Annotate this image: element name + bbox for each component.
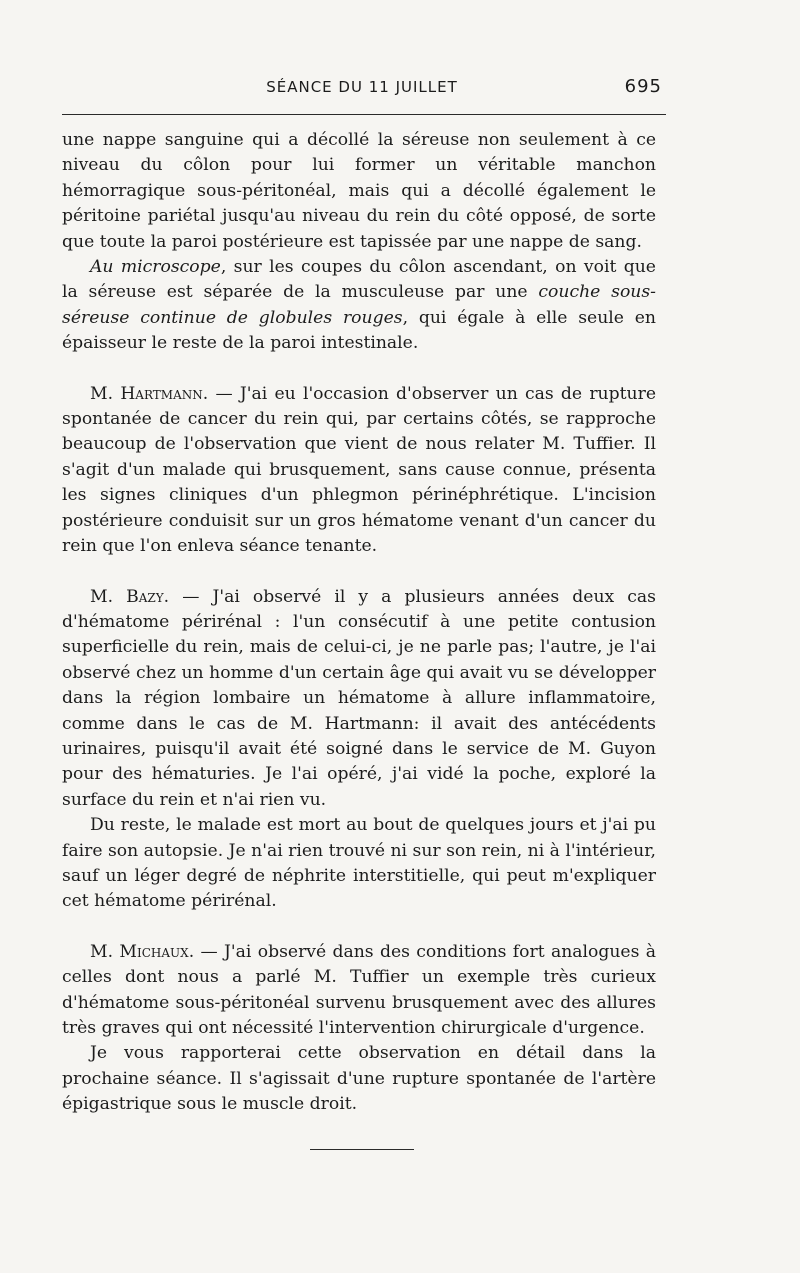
- paragraph-5: Du reste, le malade est mort au bout de quelques jours et j'ai pu faire son autopsie. Je n'ai rien trouvé ni sur son rein, ni à l'intérieur, sauf un léger degré de néphrite interstitielle, qui peut m'expliquer cet hématome périrénal.: [62, 815, 657, 912]
- paragraph-7: Je vous rapporterai cette observation en détail dans la prochaine séance. Il s'agissait d'une rupture spontanée de l'artère épigastrique sous le muscle droit.: [62, 1043, 656, 1115]
- speaker-name: Michaux.: [119, 941, 195, 962]
- page-header: [62, 74, 662, 102]
- paragraph-1: une nappe sanguine qui a décollé la séreuse non seulement à ce niveau du côlon pour lui former un véritable manchon hémorragique sous-péritonéal, mais qui a décollé également le péritoine pariétal jusqu'au niveau du rein du côté opposé, de sorte que toute la paroi postérieure est tapissée par une nappe de sang.: [62, 130, 656, 252]
- paragraph-text: , qui égale à elle seule en épaisseur le reste de la paroi intestinale.: [62, 307, 656, 354]
- paragraph-michaux: [62, 940, 656, 1042]
- speaker-name: Hartmann.: [120, 383, 209, 404]
- speaker-name: Bazy.: [126, 586, 170, 607]
- speaker-prefix: M.: [90, 941, 120, 962]
- running-title: SÉANCE DU 11 JUILLET: [266, 78, 458, 96]
- paragraph-text: — J'ai observé il y a plusieurs années deux cas d'hématome périrénal : l'un consécutif à une petite contusion superficielle du rein, mais de celui-ci, je ne parle pas; l'autre, je l'ai observé chez un homme d'un certain âge qui avait vu se développer dans la région lombaire un hématome à allure inflammatoire, comme dans le cas de M. Hartmann: il avait des antécédents urinaires, puisqu'il avait été soigné dans le service de M. Guyon pour des hématuries. Je l'ai opéré, j'ai vidé la poche, exploré la surface du rein et n'ai rien vu.: [62, 586, 656, 810]
- paragraph-hartmann: [62, 382, 656, 560]
- header-rule: [62, 114, 666, 115]
- paragraph-microscope: [62, 255, 656, 357]
- speaker-prefix: M.: [90, 586, 127, 607]
- emphasis-microscope: Au microscope: [90, 257, 221, 278]
- paragraph-bazy: [62, 585, 656, 814]
- page-body: [62, 128, 656, 1118]
- page-number: 695: [624, 76, 662, 97]
- paragraph-text: , sur les coupes du côlon ascendant, on voit que la séreuse est séparée de la musculeuse par une: [62, 257, 656, 303]
- paragraph-text: — J'ai observé dans des conditions fort analogues à celles dont nous a parlé M. Tuffier un exemple très curieux d'hématome sous-péritonéal survenu brusquement avec des allures très graves qui ont nécessité l'intervention chirurgicale d'urgence.: [62, 941, 657, 1038]
- paragraph-text: — J'ai eu l'occasion d'observer un cas de rupture spontanée de cancer du rein qui, par certains côtés, se rapproche beaucoup de l'observation que vient de nous relater M. Tuffier. Il s'agit d'un malade qui brusquement, sans cause connue, présenta les signes cliniques d'un phlegmon périnéphrétique. L'incision postérieure conduisit sur un gros hématome venant d'un cancer du rein que l'on enleva séance tenante.: [62, 383, 656, 557]
- end-rule: [310, 1149, 414, 1150]
- emphasis-couche: couche sous-séreuse continue de globules rouges: [62, 282, 656, 328]
- speaker-prefix: M.: [90, 383, 121, 404]
